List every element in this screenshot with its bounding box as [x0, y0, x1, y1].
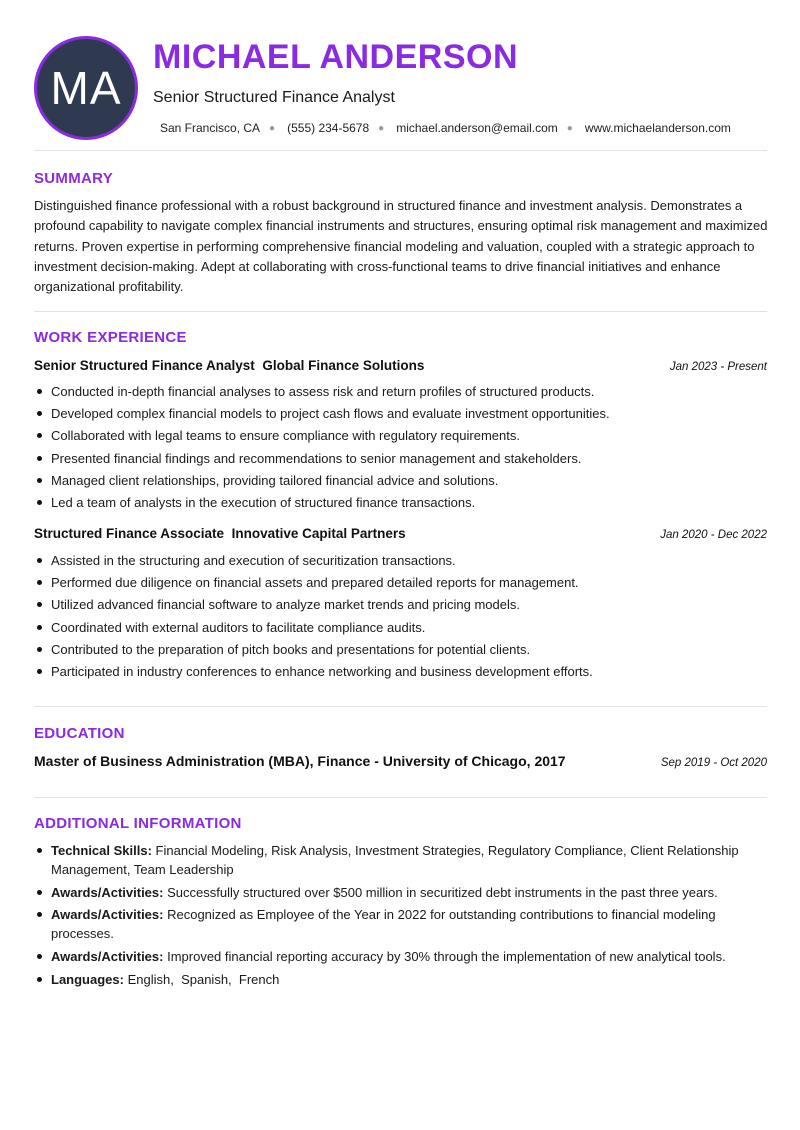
- additional-heading: ADDITIONAL INFORMATION: [34, 815, 242, 832]
- contact-phone[interactable]: (555) 234-5678: [287, 121, 370, 135]
- list-item: Utilized advanced financial software to analyze market trends and pricing models.: [34, 595, 767, 614]
- list-item: Collaborated with legal teams to ensure compliance with regulatory requirements.: [34, 426, 767, 445]
- job-title: Senior Structured Finance Analyst Global Finance Solutions: [34, 358, 425, 373]
- candidate-title: Senior Structured Finance Analyst: [153, 89, 395, 106]
- contact-bar: [160, 121, 731, 135]
- avatar: MA: [34, 36, 138, 140]
- summary-heading: SUMMARY: [34, 170, 114, 187]
- job-header: [34, 358, 767, 373]
- job-dates: Jan 2023 - Present: [669, 361, 767, 373]
- education-entry: [34, 753, 767, 769]
- separator-dot: ●: [269, 122, 276, 134]
- job-bullets: [34, 551, 767, 684]
- summary-text: Distinguished finance professional with a robust background in structured finance and investment analysis. Demonstrates a profound capability to navigate complex financial instruments and structures, ensuring optimal risk management and maximized returns. Proven expertise in performing comprehensive financial modeling and valuation, coupled with a strategic approach to investment decision-making. Adept at collaborating with cross-functional teams to drive financial initiatives and enhance organizational profitability.: [34, 198, 768, 295]
- experience-heading: WORK EXPERIENCE: [34, 329, 187, 346]
- list-item: Managed client relationships, providing tailored financial advice and solutions.: [34, 471, 767, 490]
- separator-dot: ●: [378, 122, 385, 134]
- list-item: Presented financial findings and recommendations to senior management and stakeholders.: [34, 449, 767, 468]
- education-dates: Sep 2019 - Oct 2020: [660, 757, 767, 769]
- list-item: Developed complex financial models to project cash flows and evaluate investment opportunities.: [34, 404, 767, 423]
- additional-list: [34, 841, 767, 992]
- separator-dot: ●: [566, 122, 573, 134]
- degree: Master of Business Administration (MBA), Finance - University of Chicago, 2017: [34, 753, 566, 769]
- contact-website[interactable]: www.michaelanderson.com: [584, 121, 731, 135]
- list-item: Technical Skills: Financial Modeling, Risk Analysis, Investment Strategies, Regulatory Compliance, Client Relationship Management, Team Leadership: [34, 841, 767, 879]
- divider: [34, 311, 767, 312]
- divider: [34, 706, 767, 707]
- divider: [34, 797, 767, 798]
- list-item: Performed due diligence on financial assets and prepared detailed reports for management.: [34, 573, 767, 592]
- list-item: Assisted in the structuring and execution of securitization transactions.: [34, 551, 767, 570]
- list-item: Awards/Activities: Successfully structured over $500 million in securitized debt instruments in the past three years.: [34, 883, 767, 902]
- contact-location: San Francisco, CA: [160, 121, 261, 135]
- list-item: Conducted in-depth financial analyses to assess risk and return profiles of structured products.: [34, 382, 767, 401]
- list-item: Participated in industry conferences to enhance networking and business development efforts.: [34, 662, 767, 681]
- list-item: Languages: English, Spanish, French: [34, 970, 767, 989]
- list-item: Coordinated with external auditors to facilitate compliance audits.: [34, 618, 767, 637]
- list-item: Contributed to the preparation of pitch books and presentations for potential clients.: [34, 640, 767, 659]
- list-item: Led a team of analysts in the execution of structured finance transactions.: [34, 493, 767, 512]
- list-item: Awards/Activities: Improved financial reporting accuracy by 30% through the implementation of new analytical tools.: [34, 947, 767, 966]
- contact-email[interactable]: michael.anderson@email.com: [396, 121, 558, 135]
- job-dates: Jan 2020 - Dec 2022: [660, 529, 767, 541]
- candidate-name: MICHAEL ANDERSON: [153, 38, 519, 76]
- education-heading: EDUCATION: [34, 725, 125, 742]
- divider: [34, 150, 767, 151]
- job-title: Structured Finance Associate Innovative Capital Partners: [34, 526, 406, 541]
- job-header: [34, 526, 767, 541]
- list-item: Awards/Activities: Recognized as Employee of the Year in 2022 for outstanding contributions to financial modeling processes.: [34, 905, 767, 943]
- job-bullets: [34, 382, 767, 515]
